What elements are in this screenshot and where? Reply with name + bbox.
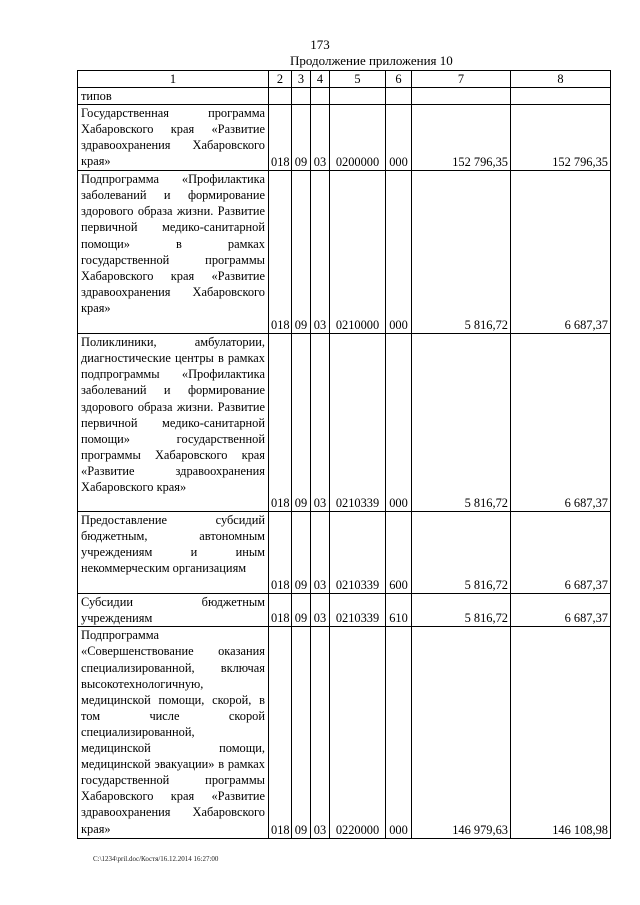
- cell-c3: 09: [292, 512, 311, 594]
- cell-c4: 03: [311, 627, 330, 839]
- cell-c4: 03: [311, 105, 330, 171]
- column-header: 5: [330, 71, 386, 88]
- cell-c4: 03: [311, 594, 330, 627]
- cell-c7: 5 816,72: [412, 334, 511, 512]
- header-row: [78, 71, 611, 88]
- cell-c8: 146 108,98: [511, 627, 611, 839]
- cell-c7: 5 816,72: [412, 512, 511, 594]
- cell-c3: [292, 88, 311, 105]
- cell-c5: 0220000: [330, 627, 386, 839]
- cell-c4: [311, 88, 330, 105]
- cell-c8: 6 687,37: [511, 512, 611, 594]
- cell-c7: 5 816,72: [412, 171, 511, 334]
- cell-c5: 0210339: [330, 334, 386, 512]
- column-header: 4: [311, 71, 330, 88]
- cell-c8: 152 796,35: [511, 105, 611, 171]
- row-name: Подпрограмма «Совершенствование оказания специализированной, включая высокотехнологичную, медицинской помощи, скорой, в том числе скорой специализированной, медицинской помощи, медицинской эвакуации» в рамках государственной программы Хабаровского края «Развитие здравоохранения Хабаровского края»: [78, 627, 269, 839]
- cell-c4: 03: [311, 334, 330, 512]
- column-header: 6: [386, 71, 412, 88]
- cell-c6: [386, 88, 412, 105]
- cell-c8: 6 687,37: [511, 334, 611, 512]
- cell-c3: 09: [292, 594, 311, 627]
- column-header: 2: [269, 71, 292, 88]
- cell-c3: 09: [292, 105, 311, 171]
- budget-table: [77, 70, 611, 839]
- cell-c5: 0210339: [330, 512, 386, 594]
- row-name: Подпрограмма «Профилактика заболеваний и формирование здорового образа жизни. Развитие первичной медико-санитарной помощи» в рамках государственной программы Хабаровского края «Развитие здравоохранения Хабаровского края»: [78, 171, 269, 334]
- table-row: [78, 105, 611, 171]
- row-name: Государственная программа Хабаровского края «Развитие здравоохранения Хабаровского края»: [78, 105, 269, 171]
- cell-c3: 09: [292, 334, 311, 512]
- cell-c7: 5 816,72: [412, 594, 511, 627]
- cell-c6: 600: [386, 512, 412, 594]
- cell-c8: [511, 88, 611, 105]
- table-row: [78, 627, 611, 839]
- cell-c4: 03: [311, 171, 330, 334]
- cell-c6: 610: [386, 594, 412, 627]
- cell-c2: [269, 88, 292, 105]
- cell-c7: 152 796,35: [412, 105, 511, 171]
- cell-c2: 018: [269, 512, 292, 594]
- row-name: типов: [78, 88, 269, 105]
- column-header: 1: [78, 71, 269, 88]
- page-number: 173: [310, 37, 330, 52]
- cell-c2: 018: [269, 334, 292, 512]
- cell-c8: 6 687,37: [511, 594, 611, 627]
- table-row: [78, 88, 611, 105]
- file-path-footer: C:\1234\pril.doc/Костя/16.12.2014 16:27:00: [93, 855, 219, 863]
- cell-c6: 000: [386, 171, 412, 334]
- cell-c8: 6 687,37: [511, 171, 611, 334]
- table-row: [78, 334, 611, 512]
- column-header: 7: [412, 71, 511, 88]
- row-name: Субсидии бюджетным учреждениям: [78, 594, 269, 627]
- cell-c6: 000: [386, 105, 412, 171]
- cell-c2: 018: [269, 105, 292, 171]
- table-row: [78, 594, 611, 627]
- column-header: 8: [511, 71, 611, 88]
- cell-c2: 018: [269, 171, 292, 334]
- cell-c7: 146 979,63: [412, 627, 511, 839]
- cell-c5: 0210339: [330, 594, 386, 627]
- cell-c3: 09: [292, 171, 311, 334]
- cell-c5: 0200000: [330, 105, 386, 171]
- cell-c6: 000: [386, 627, 412, 839]
- cell-c3: 09: [292, 627, 311, 839]
- cell-c2: 018: [269, 627, 292, 839]
- table-row: [78, 171, 611, 334]
- cell-c4: 03: [311, 512, 330, 594]
- row-name: Поликлиники, амбулатории, диагностические центры в рамках подпрограммы «Профилактика заболеваний и формирование здорового образа жизни. Развитие первичной медико-санитарной помощи» государственной программы Хабаровского края «Развитие здравоохранения Хабаровского края»: [78, 334, 269, 512]
- cell-c5: [330, 88, 386, 105]
- table-row: [78, 512, 611, 594]
- cell-c5: 0210000: [330, 171, 386, 334]
- column-header: 3: [292, 71, 311, 88]
- cell-c6: 000: [386, 334, 412, 512]
- appendix-caption: Продолжение приложения 10: [290, 53, 453, 68]
- cell-c2: 018: [269, 594, 292, 627]
- cell-c7: [412, 88, 511, 105]
- row-name: Предоставление субсидий бюджетным, автономным учреждениям и иным некоммерческим организациям: [78, 512, 269, 594]
